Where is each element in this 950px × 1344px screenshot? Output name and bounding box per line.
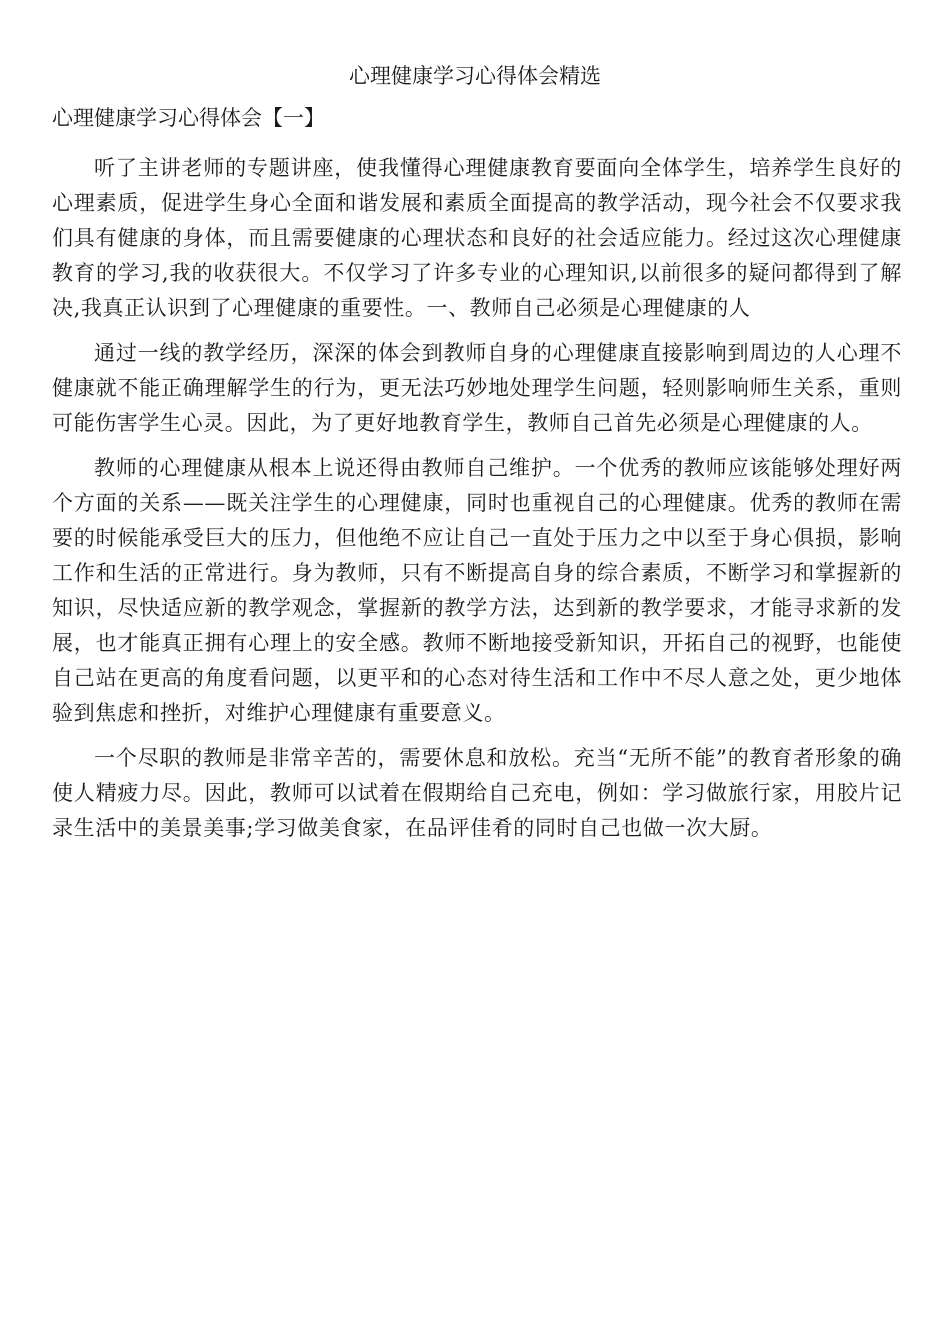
document-body [52, 151, 902, 846]
section-heading: 心理健康学习心得体会【一】 [52, 106, 325, 130]
paragraph-1: 听了主讲老师的专题讲座，使我懂得心理健康教育要面向全体学生，培养学生良好的心理素质，促进学生身心全面和谐发展和素质全面提高的教学活动，现今社会不仅要求我们具有健康的身体，而且需要健康的心理状态和良好的社会适应能力。经过这次心理健康教育的学习,我的收获很大。不仅学习了许多专业的心理知识,以前很多的疑问都得到了解决,我真正认识到了心理健康的重要性。一、教师自己必须是心理健康的人 [52, 156, 902, 320]
document-title: 心理健康学习心得体会精选 [349, 64, 601, 88]
paragraph-2: 通过一线的教学经历，深深的体会到教师自身的心理健康直接影响到周边的人心理不健康就不能正确理解学生的行为，更无法巧妙地处理学生问题，轻则影响师生关系，重则可能伤害学生心灵。因此，为了更好地教育学生，教师自己首先必须是心理健康的人。 [52, 341, 902, 435]
paragraph-4: 一个尽职的教师是非常辛苦的，需要休息和放松。充当“无所不能”的教育者形象的确使人精疲力尽。因此，教师可以试着在假期给自己充电，例如：学习做旅行家，用胶片记录生活中的美景美事;学习做美食家，在品评佳肴的同时自己也做一次大厨。 [52, 746, 902, 840]
paragraph-3: 教师的心理健康从根本上说还得由教师自己维护。一个优秀的教师应该能够处理好两个方面的关系——既关注学生的心理健康，同时也重视自己的心理健康。优秀的教师在需要的时候能承受巨大的压力，但他绝不应让自己一直处于压力之中以至于身心俱损，影响工作和生活的正常进行。身为教师，只有不断提高自身的综合素质，不断学习和掌握新的知识，尽快适应新的教学观念，掌握新的教学方法，达到新的教学要求，才能寻求新的发展，也才能真正拥有心理上的安全感。教师不断地接受新知识，开拓自己的视野，也能使自己站在更高的角度看问题，以更平和的心态对待生活和工作中不尽人意之处，更少地体验到焦虑和挫折，对维护心理健康有重要意义。 [52, 456, 902, 725]
